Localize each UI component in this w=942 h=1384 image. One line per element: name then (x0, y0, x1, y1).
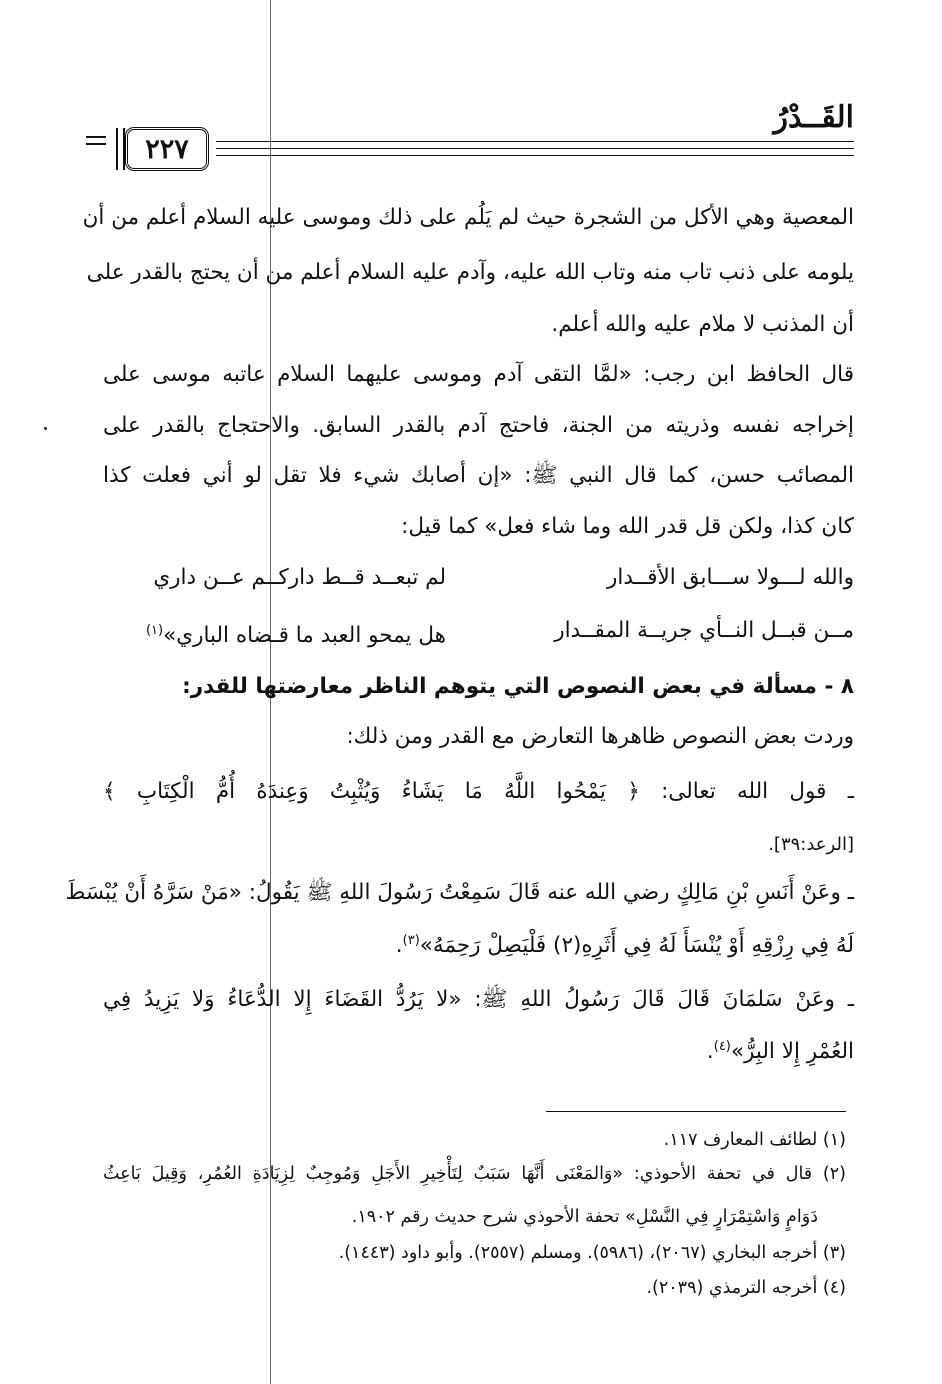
text-line: المعصية وهي الأكل من الشجرة حيث لم يَلُم على ذلك وموسى عليه السلام أعلم من أن (82, 205, 854, 230)
hadith-line: لَهُ فِي رِزْقِهِ أَوْ يُنْسَأَ لَهُ فِي أَثَرِهِ(٢) فَلْيَصِلْ رَحِمَهُ»$^{(٣)}$. (395, 932, 854, 958)
poem-verse (103, 561, 854, 595)
footnote: (٤) أخرجه الترمذي (٢٠٣٩). (646, 1278, 846, 1298)
header-rule (216, 155, 854, 156)
poem-hemistich: لم تبعــد قــط داركــم عــن داري (153, 565, 446, 590)
footnote-mark: (٤) (713, 1038, 731, 1054)
verse-reference: [الرعد:٣٩]. (768, 834, 854, 855)
footnote-mark: (٣) (402, 932, 420, 948)
text-line: قال الحافظ ابن رجب: «لمَّا التقى آدم وموسى عليهما السلام عاتبه موسى على (103, 362, 854, 387)
hadith-text: العُمْرِ إِلا البِرُّ» (730, 1039, 854, 1064)
scan-speck (44, 427, 47, 430)
footnote: (٢) قال في تحفة الأحوذي: «وَالمَعْنَى أَنَّهَا سَبَبٌ لِتَأْخِيرِ الأَجَلِ وَمُوجِبٌ لِزِيَادَةِ العُمُرِ، وَقِيلَ بَاعِثُ (103, 1164, 846, 1184)
poem-hemistich-text: هل يمحو العبد ما قـضاه الباري» (163, 623, 446, 649)
footnote-separator (546, 1111, 846, 1112)
running-title: القَــدْرُ (773, 100, 854, 135)
hadith-line: العُمْرِ إِلا البِرُّ»$^{(٤)}$. (706, 1038, 854, 1064)
footnote-mark: (١) (145, 623, 164, 638)
hadith-line: ـ وعَنْ أَنَسِ بْنِ مَالِكٍ رضي الله عنه قَالَ سَمِعْتُ رَسُولَ اللهِ ﷺ يَقُولُ: «مَنْ سَرَّهُ أَنْ يُبْسَطَ (65, 880, 854, 905)
header-rule (216, 148, 854, 149)
hadith-line: ـ وعَنْ سَلمَانَ قَالَ قَالَ رَسُولُ اللهِ ﷺ: «لا يَرُدُّ القَضَاءَ إِلا الدُّعَاءُ وَلا يَزِيدُ فِي (103, 987, 854, 1012)
section-heading: ٨ - مسألة في بعض النصوص التي يتوهم الناظر معارضتها للقدر: (182, 674, 854, 699)
header-rule (216, 141, 854, 142)
poem-hemistich: مــن قبــل النــأي جريــة المقــدار (554, 618, 854, 643)
poem-hemistich (126, 614, 446, 653)
footnote: (٣) أخرجه البخاري (٢٠٦٧)، (٥٩٨٦). ومسلم (٢٥٥٧). وأبو داود (١٤٤٣). (338, 1243, 846, 1263)
footnote: (١) لطائف المعارف ١١٧. (663, 1130, 846, 1150)
text-line: كان كذا، ولكن قل قدر الله وما شاء فعل» كما قيل: (401, 514, 854, 539)
section-intro: وردت بعض النصوص ظاهرها التعارض مع القدر ومن ذلك: (346, 724, 854, 749)
text-line: يلومه على ذنب تاب منه وتاب الله عليه، وآدم عليه السلام أعلم من أن يحتج بالقدر على (86, 260, 854, 285)
footnote: دَوَامٍ وَاسْتِمْرَارٍ فِي النَّسْلِ» تحفة الأحوذي شرح حديث رقم ١٩٠٢. (351, 1207, 818, 1227)
poem-verse (103, 614, 854, 648)
hadith-text: لَهُ فِي رِزْقِهِ أَوْ يُنْسَأَ لَهُ فِي أَثَرِهِ(٢) فَلْيَصِلْ رَحِمَهُ» (419, 933, 854, 958)
quran-verse: ـ قول الله تعالى: ﴿ يَمْحُوا اللَّهُ مَا يَشَاءُ وَيُثْبِتُ وَعِندَهُ أُمُّ الْكِتَابِ ﴾ (103, 779, 854, 804)
poem-hemistich: والله لـــولا ســـابق الأقــدار (607, 565, 854, 590)
header-ornament (86, 136, 106, 138)
text-line: المصائب حسن، كما قال النبي ﷺ: «إن أصابك شيء فلا تقل لو أني فعلت كذا (103, 463, 854, 488)
text-line: أن المذنب لا ملام عليه والله أعلم. (551, 312, 854, 337)
page-number: ٢٢٧ (125, 127, 209, 171)
text-line: إخراجه نفسه وذريته من الجنة، فاحتج آدم بالقدر السابق. والاحتجاج بالقدر على (103, 413, 854, 438)
